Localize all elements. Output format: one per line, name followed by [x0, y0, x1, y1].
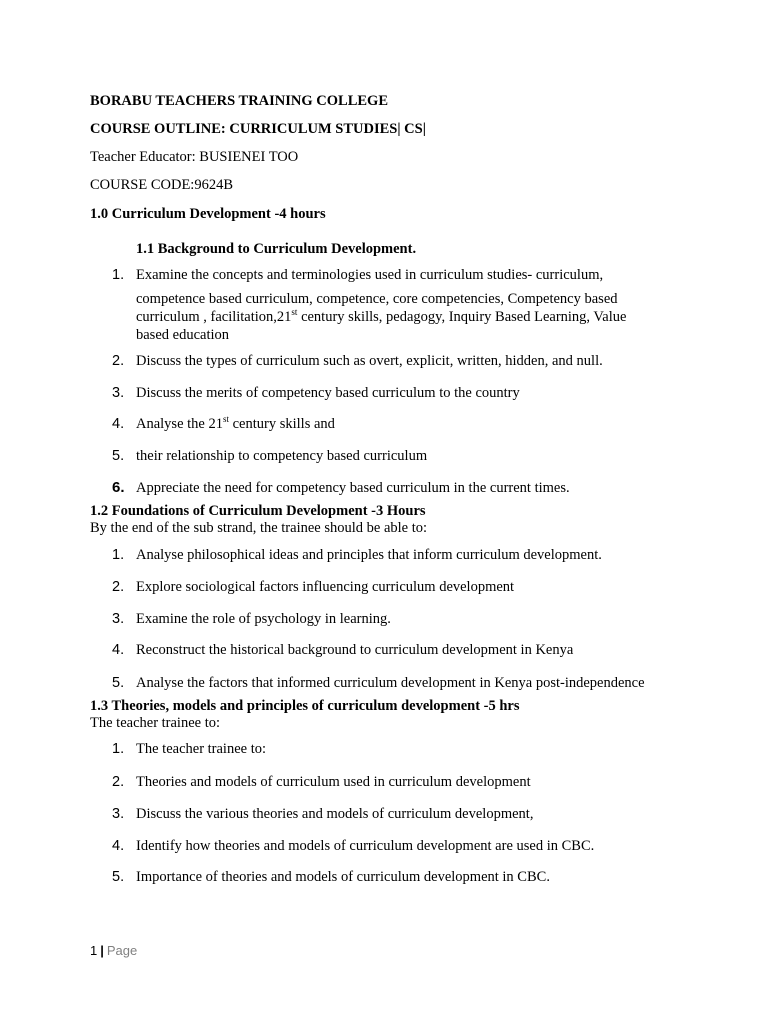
list-number: 2. — [112, 579, 125, 595]
section-heading: 1.2 Foundations of Curriculum Development -3 Hours — [90, 503, 426, 519]
section-intro: The teacher trainee to: — [90, 715, 221, 731]
section-intro: By the end of the sub strand, the trainee should be able to: — [90, 520, 428, 536]
list-number: 4. — [112, 642, 125, 658]
list-number: 5. — [112, 448, 125, 464]
list-number: 4. — [112, 838, 125, 854]
list-item-text: Theories and models of curriculum used in curriculum development — [136, 774, 531, 790]
list-item-text: Importance of theories and models of curriculum development in CBC. — [136, 869, 550, 885]
list-item-text: competence based curriculum, competence, core competencies, Competency based — [136, 291, 618, 307]
subsection-heading: 1.1 Background to Curriculum Development. — [136, 241, 417, 257]
list-item-text: Examine the concepts and terminologies used in curriculum studies- curriculum, — [136, 267, 604, 283]
section-heading: 1.3 Theories, models and principles of curriculum development -5 hrs — [90, 698, 520, 714]
page-footer — [90, 943, 137, 959]
list-item-text: Discuss the various theories and models of curriculum development, — [136, 806, 534, 822]
course-code: COURSE CODE:9624B — [90, 177, 234, 193]
list-item-text: Analyse philosophical ideas and principles that inform curriculum development. — [136, 547, 602, 563]
list-number: 3. — [112, 806, 125, 822]
list-number: 1. — [112, 547, 125, 563]
list-item-text: their relationship to competency based curriculum — [136, 448, 428, 464]
superscript: st — [222, 414, 229, 424]
college-name: BORABU TEACHERS TRAINING COLLEGE — [90, 93, 388, 109]
list-number: 1. — [112, 267, 125, 283]
list-number: 2. — [112, 774, 125, 790]
list-item-text: Analyse the 21st century skills and — [136, 414, 335, 432]
list-item-text: Reconstruct the historical background to curriculum development in Kenya — [136, 642, 574, 658]
list-item-text: Analyse the factors that informed curriculum development in Kenya post-independence — [136, 675, 645, 691]
list-number: 4. — [112, 416, 125, 432]
list-item-text: curriculum , facilitation,21st century skills, pedagogy, Inquiry Based Learning, Value — [136, 307, 627, 325]
teacher-educator: Teacher Educator: BUSIENEI TOO — [90, 149, 299, 165]
list-item-text: Discuss the merits of competency based curriculum to the country — [136, 385, 520, 401]
section-heading: 1.0 Curriculum Development -4 hours — [90, 206, 326, 222]
list-number: 5. — [112, 869, 125, 885]
list-item-text: The teacher trainee to: — [136, 741, 267, 757]
list-number: 5. — [112, 675, 125, 691]
list-item-text: based education — [136, 327, 230, 343]
list-number: 3. — [112, 385, 125, 401]
page-label: Page — [106, 943, 138, 958]
superscript: st — [291, 307, 298, 317]
list-item-text: Identify how theories and models of curriculum development are used in CBC. — [136, 838, 595, 854]
list-item-text: Discuss the types of curriculum such as overt, explicit, written, hidden, and null. — [136, 353, 603, 369]
course-outline-title: COURSE OUTLINE: CURRICULUM STUDIES| CS| — [90, 121, 426, 137]
page-number: 1 — [90, 943, 98, 958]
list-item-text: Examine the role of psychology in learning. — [136, 611, 391, 627]
list-number: 3. — [112, 611, 125, 627]
list-number: 6. — [112, 479, 125, 496]
footer-separator: | — [100, 943, 104, 958]
list-item-text: Explore sociological factors influencing curriculum development — [136, 579, 515, 595]
list-item-text: Appreciate the need for competency based curriculum in the current times. — [136, 480, 570, 496]
list-number: 1. — [112, 741, 125, 757]
list-number: 2. — [112, 353, 125, 369]
